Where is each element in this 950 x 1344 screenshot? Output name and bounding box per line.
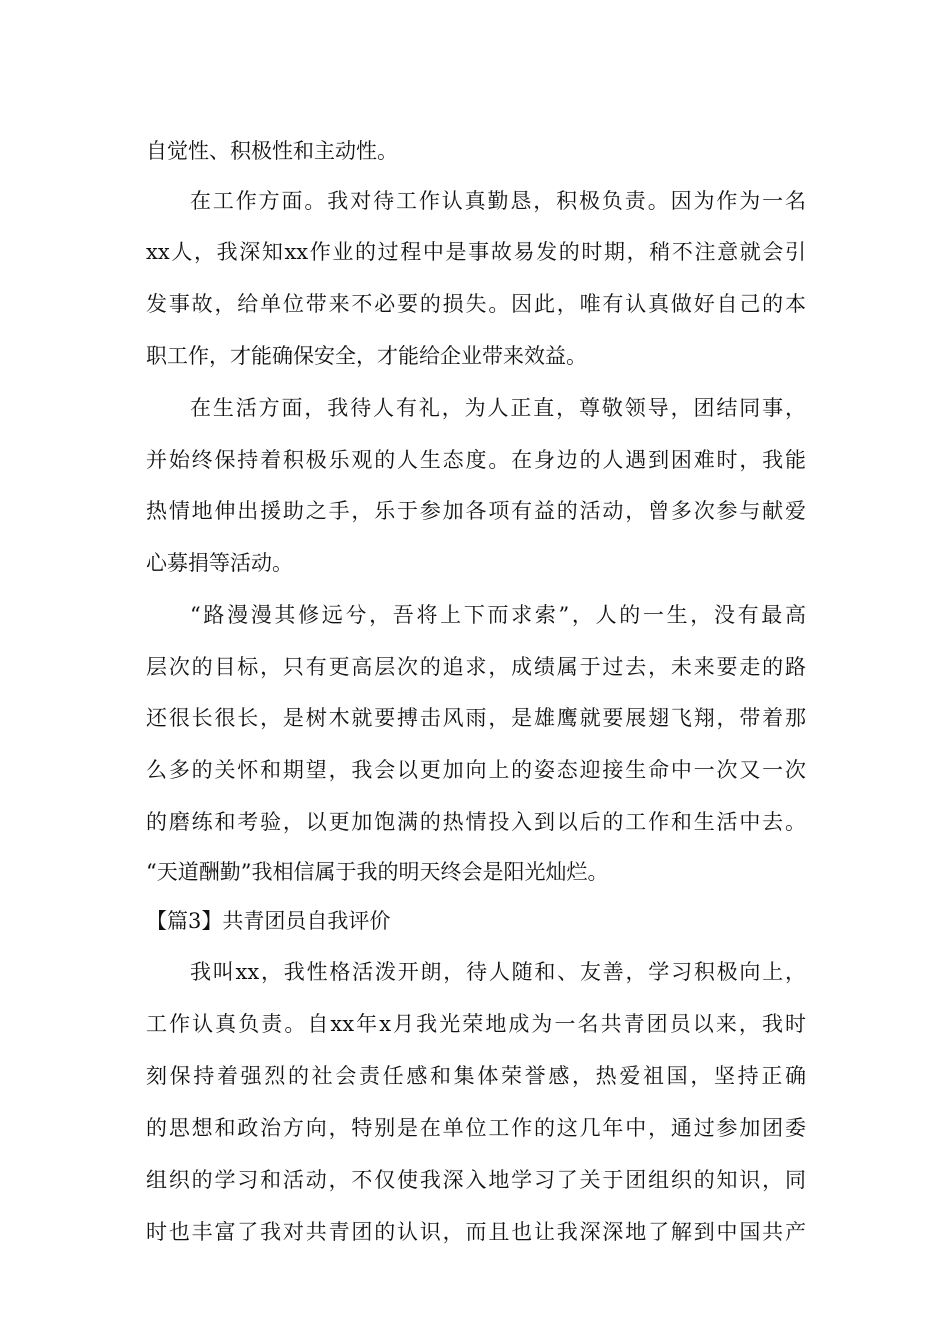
paragraph-line: 刻保持着强烈的社会责任感和集体荣誉感，热爱祖国，坚持正确 (146, 1064, 806, 1088)
paragraph-line: 的磨练和考验，以更加饱满的热情投入到以后的工作和生活中去。 (146, 810, 806, 834)
paragraph-line: 自觉性、积极性和主动性。 (146, 139, 398, 163)
paragraph-line: 我叫xx，我性格活泼开朗，待人随和、友善，学习积极向上， (190, 960, 806, 984)
paragraph-line: 发事故，给单位带来不必要的损失。因此，唯有认真做好自己的本 (146, 292, 806, 316)
paragraph-line: 并始终保持着积极乐观的人生态度。在身边的人遇到困难时，我能 (146, 448, 806, 472)
paragraph-line: 还很长很长，是树木就要搏击风雨，是雄鹰就要展翅飞翔，带着那 (146, 706, 806, 730)
paragraph-line: 热情地伸出援助之手，乐于参加各项有益的活动，曾多次参与献爱 (146, 499, 806, 523)
paragraph-line: “路漫漫其修远兮，吾将上下而求索”，人的一生，没有最高 (190, 603, 806, 627)
paragraph-line: 时也丰富了我对共青团的认识，而且也让我深深地了解到中国共产 (146, 1220, 806, 1244)
section-heading: 【篇3】共青团员自我评价 (146, 909, 391, 933)
paragraph-line: 么多的关怀和期望，我会以更加向上的姿态迎接生命中一次又一次 (146, 758, 806, 782)
paragraph-line: 层次的目标，只有更高层次的追求，成绩属于过去，未来要走的路 (146, 655, 806, 679)
paragraph-line: 组织的学习和活动，不仅使我深入地学习了关于团组织的知识，同 (146, 1168, 806, 1192)
paragraph-line: xx人，我深知xx作业的过程中是事故易发的时期，稍不注意就会引 (146, 240, 806, 264)
paragraph-line: 在工作方面。我对待工作认真勤恳，积极负责。因为作为一名 (190, 189, 806, 213)
paragraph-line: 在生活方面，我待人有礼，为人正直，尊敬领导，团结同事， (190, 396, 806, 420)
paragraph-line: “天道酬勤”我相信属于我的明天终会是阳光灿烂。 (146, 860, 609, 884)
paragraph-line: 心募捐等活动。 (146, 551, 293, 575)
paragraph-line: 职工作，才能确保安全，才能给企业带来效益。 (146, 344, 587, 368)
paragraph-line: 工作认真负责。自xx年x月我光荣地成为一名共青团员以来，我时 (146, 1012, 806, 1036)
paragraph-line: 的思想和政治方向，特别是在单位工作的这几年中，通过参加团委 (146, 1116, 806, 1140)
